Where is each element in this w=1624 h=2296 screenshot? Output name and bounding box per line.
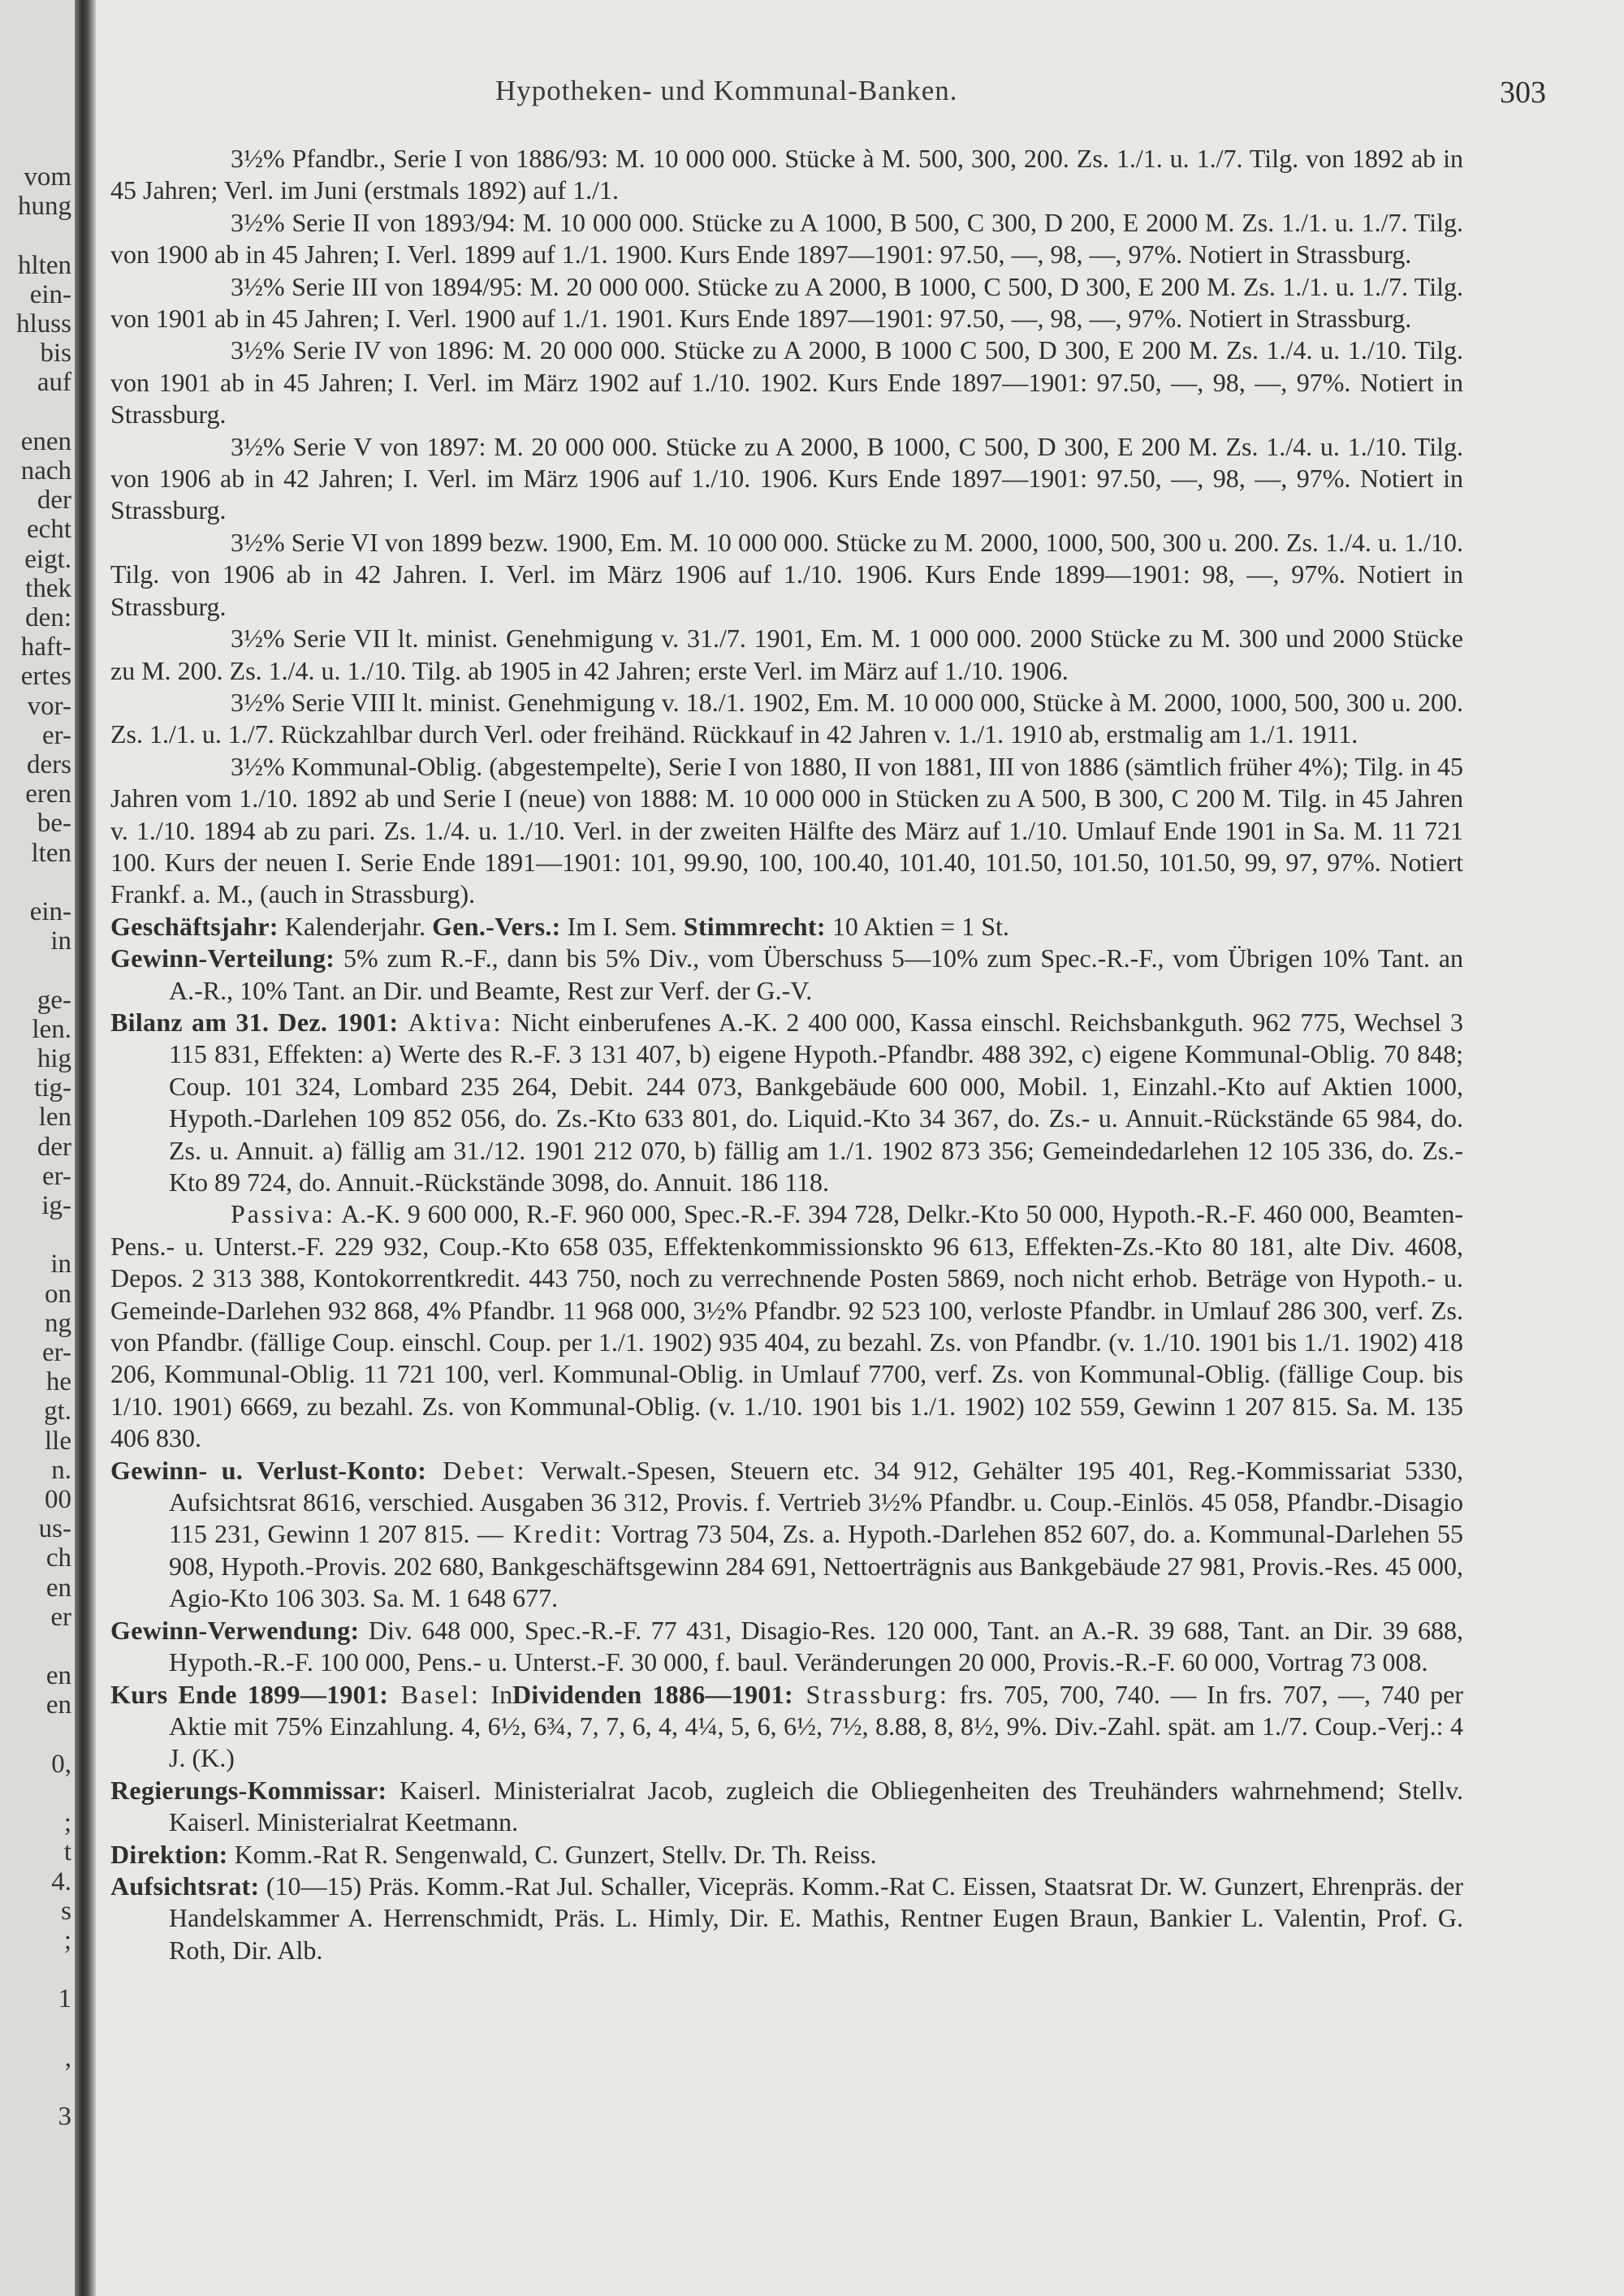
facing-page-fragment: t <box>63 1837 71 1867</box>
facing-page-fragment: len. <box>32 1014 71 1044</box>
section-label: Geschäftsjahr: <box>110 911 279 941</box>
facing-page-fragment: ertes <box>20 662 71 692</box>
facing-page-fragment: echt <box>27 515 71 545</box>
paragraph-text: Im I. Sem. <box>560 911 684 941</box>
facing-page-fragment: gt. <box>44 1396 71 1426</box>
paragraph-text: 4, 6½, 6¾, 7, 7, 6, 4, 4¼, 5, 6, 6½, 7½, 8.88, 8, 8½, 9%. Div.-Zahl. spät. am 1./7. Coup.-Verj.: 4 J. (K.) <box>169 1711 1464 1773</box>
facing-page-fragment: hlten <box>18 250 71 280</box>
running-head: Hypotheken- und Kommunal-Banken. <box>495 75 958 106</box>
facing-page-fragment: hig <box>37 1044 71 1073</box>
paragraph-text: Kaiserl. Ministerialrat Jacob, zugleich die Obliegenheiten des Treuhänders wahrnehmend; Stellv. Kaiserl. Ministerialrat Keetmann. <box>169 1775 1463 1837</box>
paragraph <box>110 1455 1463 1615</box>
facing-page-fragment: enen <box>20 426 71 456</box>
paragraph <box>110 623 1463 687</box>
paragraph <box>110 751 1463 911</box>
paragraph-text: 3½% Kommunal-Oblig. (abgestempelte), Serie I von 1880, II von 1881, III von 1886 (sämtlich früher 4%); Tilg. in 45 Jahren vom 1./10. 1892 ab und Serie I (neue) von 1888: M. 10 000 000 in Stücken zu A 500, B 300, C 200 M. Tilg. in 45 Jahren v. 1./10. 1894 ab zu pari. Zs. 1./4. u. 1./10. Verl. in der zweiten Hälfte des März auf 1./10. Umlauf Ende 1901 in Sa. M. 11 721 100. Kurs der neuen I. Serie Ende 1891—1901: 101, 99.90, 100, 100.40, 101.40, 101.50, 101.50, 101.50, 99, 97, 97%. Notiert Frankf. a. M., (auch in Strassburg). <box>110 751 1463 909</box>
section-label: Kurs Ende 1899—1901: <box>110 1679 389 1709</box>
facing-page-fragment: ch <box>45 1543 71 1573</box>
section-label: Stimmrecht: <box>683 911 826 941</box>
facing-page-fragment: in <box>50 1249 71 1280</box>
facing-page-fragment: der <box>37 1132 71 1162</box>
paragraph <box>110 1871 1463 1966</box>
paragraph-text: 3½% Serie V von 1897: M. 20 000 000. Stücke zu A 2000, B 1000, C 500, D 300, E 200 M. Zs. 1./4. u. 1./10. Tilg. von 1906 ab in 42 Jahren; I. Verl. im März 1906 auf 1./10. 1906. Kurs Ende 1897—1901: 97.50, —, 98, —, 97%. Notiert in Strassburg. <box>110 431 1463 525</box>
facing-page-fragment: us- <box>38 1514 71 1544</box>
page-header <box>96 75 1624 110</box>
facing-page-fragment: ein- <box>29 897 71 926</box>
facing-page-fragment: ig- <box>41 1191 71 1220</box>
paragraph <box>110 911 1463 943</box>
paragraph-text: 3½% Serie VII lt. minist. Genehmigung v. 31./7. 1901, Em. M. 1 000 000. 2000 Stücke zu M. 300 und 2000 Stücke zu M. 200. Zs. 1./4. u. 1./10. Tilg. ab 1905 in 42 Jahren; erste Verl. im März auf 1./10. 1906. <box>110 624 1463 685</box>
paragraph-text: Vortrag 73 504, Zs. a. Hypoth.-Darlehen 852 607, do. a. Kommunal-Darlehen 55 908, Hypoth.-Provis. 202 680, Bankgeschäftsgewinn 284 691, Nettoerträgnis aus Bankgebäude 27 981, Provis.-Res. 45 000, Agio-Kto 106 303. Sa. M. 1 648 677. <box>169 1519 1464 1613</box>
section-label: Gewinn-Verteilung: <box>110 943 335 973</box>
facing-page-fragment: 3 <box>58 2102 71 2132</box>
section-label: Regierungs-Kommissar: <box>110 1775 387 1805</box>
paragraph <box>110 1679 1463 1775</box>
paragraph-text: In <box>480 1679 512 1709</box>
spaced-label: Debet: <box>426 1455 527 1485</box>
facing-page-fragment: ge- <box>37 985 71 1015</box>
paragraph-text: 3½% Serie III von 1894/95: M. 20 000 000. Stücke zu A 2000, B 1000, C 500, D 300, E 200 M. Zs. 1./1. u. 1./7. Tilg. von 1901 ab in 45 Jahren; I. Verl. 1900 auf 1./1. 1901. Kurs Ende 1897—1901: 97.50, —, 98, —, 97%. Notiert in Strassburg. <box>110 271 1463 334</box>
spaced-label: Strassburg: <box>793 1679 949 1709</box>
paragraph <box>110 1007 1463 1198</box>
paragraph <box>110 431 1463 527</box>
paragraph-text: 3½% Serie IV von 1896: M. 20 000 000. Stücke zu A 2000, B 1000 C 500, D 300, E 200 M. Zs. 1./4. u. 1./10. Tilg. von 1901 ab in 45 Jahren; I. Verl. im März 1902 auf 1./10. 1902. Kurs Ende 1897—1901: 97.50, —, 98, —, 97%. Notiert in Strassburg. <box>110 335 1463 429</box>
facing-page-fragment: den: <box>25 603 71 632</box>
section-label: Dividenden 1886—1901: <box>512 1679 793 1709</box>
paragraph-text: Div. 648 000, Spec.-R.-F. 77 431, Disagio-Res. 120 000, Tant. an A.-R. 39 688, Tant. an Dir. 39 688, Hypoth.-R.-F. 100 000, Pens.- u. Unterst.-F. 30 000, f. baul. Veränderungen 20 000, Provis.-R.-F. 60 000, Vortrag 73 008. <box>169 1615 1463 1677</box>
paragraph <box>110 527 1463 623</box>
facing-page-fragment: en <box>45 1690 71 1720</box>
spaced-label: Passiva: <box>231 1199 335 1229</box>
facing-page-fragment: ein- <box>29 279 71 309</box>
facing-page-fragment: ; <box>63 1808 71 1838</box>
facing-page-fragment: lle <box>45 1426 71 1456</box>
facing-page-fragment: thek <box>25 573 71 603</box>
paragraph-text: A.-K. 9 600 000, R.-F. 960 000, Spec.-R.-F. 394 728, Delkr.-Kto 50 000, Hypoth.-R.-F. 460 000, Beamten-Pens.- u. Unterst.-F. 229 932, Coup.-Kto 658 035, Effektenkommissionskto 96 613, Effekten-Zs.-Kto 80 181, alte Div. 4608, Depos. 2 313 388, Kontokorrentkredit. 443 750, noch zu verrechnende Posten 5869, noch nicht erhob. Beträge von Hypoth.- u. Gemeinde-Darlehen 932 868, 4% Pfandbr. 11 968 000, 3½% Pfandbr. 92 523 100, verloste Pfandbr. in Umlauf 286 300, verf. Zs. von Pfandbr. (fällige Coup. einschl. Coup. per 1./1. 1902) 935 404, zu bezahl. Zs. von Pfandbr. (v. 1./10. 1901 bis 1./1. 1902) 418 206, Kommunal-Oblig. 11 721 100, verl. Kommunal-Oblig. in Umlauf 7700, verf. Zs. von Kommunal-Oblig. (fällige Coup. bis 1/10. 1901) 6669, zu bezahl. Zs. von Kommunal-Oblig. (v. 1./10. 1901 bis 1./1. 1902) 102 559, Gewinn 1 207 815. Sa. M. 135 406 830. <box>110 1199 1463 1453</box>
section-label: Bilanz am 31. Dez. 1901: <box>110 1007 399 1037</box>
facing-page-fragment: ng <box>45 1308 71 1338</box>
facing-page-fragment: en <box>45 1573 71 1603</box>
paragraph-text: frs. 705, 700, 740. — In <box>948 1679 1229 1709</box>
page <box>96 0 1624 2296</box>
facing-page-fragment: er- <box>42 1338 71 1367</box>
section-label: Aufsichtsrat: <box>110 1871 260 1901</box>
paragraph-text: 10 Aktien = 1 St. <box>825 911 1009 941</box>
facing-page-fragment: 4. <box>51 1867 71 1897</box>
facing-page-fragment: in <box>50 926 71 956</box>
paragraph-text: 3½% Serie VIII lt. minist. Genehmigung v. 18./1. 1902, Em. M. 10 000 000, Stücke à M. 2000, 1000, 500, 300 u. 200. Zs. 1./1. u. 1./7. Rückzahlbar durch Verl. oder freihänd. Rückkauf in 42 Jahren v. 1./1. 1910 ab, erstmalig am 1./1. 1911. <box>110 687 1463 749</box>
paragraph-text: (10—15) Präs. Komm.-Rat Jul. Schaller, Vicepräs. Komm.-Rat C. Eissen, Staatsrat Dr. W. Gunzert, Ehrenpräs. der Handelskammer A. Herrenschmidt, Präs. L. Himly, Dir. E. Mathis, Rentner Eugen Braun, Bankier L. Valentin, Prof. G. Roth, Dir. Alb. <box>169 1871 1463 1965</box>
facing-page-fragment: auf <box>37 368 71 398</box>
section-label: Gen.-Vers.: <box>432 911 561 941</box>
section-label: Direktion: <box>110 1839 228 1869</box>
facing-page-fragment: nach <box>20 456 71 486</box>
facing-page-fragment: er <box>50 1602 71 1632</box>
facing-page-fragment: 00 <box>45 1485 71 1514</box>
facing-page-fragment: bis <box>40 339 71 369</box>
paragraph <box>110 1839 1463 1871</box>
facing-page-fragment: ; <box>63 1926 71 1955</box>
facing-page-margin <box>0 0 75 2296</box>
facing-page-fragment: hung <box>18 192 71 222</box>
paragraph <box>110 334 1463 430</box>
facing-page-fragment: on <box>45 1279 71 1309</box>
facing-page-fragment: len <box>38 1103 71 1133</box>
paragraph <box>110 687 1463 751</box>
facing-page-fragment: , <box>64 2043 71 2073</box>
facing-page-fragment: lten <box>31 838 71 868</box>
book-gutter <box>75 0 96 2296</box>
facing-page-fragment: be- <box>37 809 71 839</box>
paragraph-text: 3½% Serie VI von 1899 bezw. 1900, Em. M. 10 000 000. Stücke zu M. 2000, 1000, 500, 300 u. 200. Zs. 1./4. u. 1./10. Tilg. von 1906 ab in 42 Jahren. I. Verl. im März 1906 auf 1./10. 1906. Kurs Ende 1899—1901: 98, —, 97%. Notiert in Strassburg. <box>110 527 1463 621</box>
facing-page-fragment: eren <box>25 779 71 809</box>
paragraph-text: Komm.-Rat R. Sengenwald, C. Gunzert, Stellv. Dr. Th. Reiss. <box>227 1839 877 1869</box>
facing-page-fragment: vor- <box>27 691 71 721</box>
facing-page-fragment: s <box>61 1896 71 1926</box>
facing-page-fragment: hluss <box>16 309 71 339</box>
paragraph <box>110 207 1463 271</box>
body-text <box>110 143 1463 1966</box>
facing-page-fragment: er- <box>42 720 71 750</box>
section-label: Gewinn- u. Verlust-Konto: <box>110 1455 427 1485</box>
facing-page-fragment: 1 <box>58 1984 71 2014</box>
paragraph <box>110 1615 1463 1679</box>
section-label: Gewinn-Verwendung: <box>110 1615 360 1645</box>
facing-page-fragment: er- <box>42 1161 71 1191</box>
paragraph <box>110 143 1463 207</box>
paragraph <box>110 1775 1463 1839</box>
paragraph-text: Kalenderjahr. <box>278 911 433 941</box>
facing-page-fragment: eigt. <box>24 544 71 574</box>
facing-page-fragment: he <box>45 1367 71 1397</box>
facing-page-fragment: haft- <box>20 632 71 662</box>
paragraph-text: Nicht einberufenes A.-K. 2 400 000, Kassa einschl. Reichsbankguth. 962 775, Wechsel 3 115 831, Effekten: a) Werte des R.-F. 3 131 407, b) eigene Hypoth.-Pfandbr. 488 392, c) eigene Kommunal-Oblig. 70 848; Coup. 101 324, Lombard 235 264, Debit. 244 073, Bankgebäude 600 000, Mobil. 1, Einzahl.-Kto auf Aktien 1000, Hypoth.-Darlehen 109 852 056, do. Zs.-Kto 633 801, do. Liquid.-Kto 34 367, do. Zs.- u. Annuit.-Rückstände 65 984, do. Zs. u. Annuit. a) fällig am 31./12. 1901 212 070, b) fällig am 1./1. 1902 873 356; Gemeindedarlehen 12 105 336, do. Zs.-Kto 89 724, do. Annuit.-Rückstände 3098, do. Annuit. 186 118. <box>169 1007 1464 1197</box>
facing-page-fragment: tig- <box>34 1073 71 1103</box>
facing-page-fragment: der <box>37 486 71 516</box>
facing-page-fragment: en <box>45 1661 71 1691</box>
facing-page-fragment: ders <box>27 750 71 779</box>
paragraph <box>110 943 1463 1007</box>
facing-page-fragment: vom <box>24 162 71 192</box>
paragraph <box>110 271 1463 335</box>
spaced-label: Aktiva: <box>398 1007 503 1037</box>
paragraph-text: 3½% Serie II von 1893/94: M. 10 000 000. Stücke zu A 1000, B 500, C 300, D 200, E 2000 M. Zs. 1./1. u. 1./7. Tilg. von 1900 ab in 45 Jahren; I. Verl. 1899 auf 1./1. 1900. Kurs Ende 1897—1901: 97.50, —, 98, —, 97%. Notiert in Strassburg. <box>110 207 1463 270</box>
spaced-label: Basel: <box>388 1679 481 1709</box>
spaced-label: Kredit: <box>503 1519 604 1549</box>
paragraph-text: Verwalt.-Spesen, Steuern etc. 34 912, Gehälter 195 401, Reg.-Kommissariat 5330, Aufsichtsrat 8616, verschied. Ausgaben 36 312, Provis. f. Vertrieb 3½% Pfandbr. u. Coup.-Einlös. 45 058, Pfandbr.-Disagio 115 231, Gewinn 1 207 815. — <box>169 1455 1464 1549</box>
facing-page-fragment: n. <box>51 1455 71 1485</box>
paragraph-text: 5% zum R.-F., dann bis 5% Div., vom Überschuss 5—10% zum Spec.-R.-F., vom Übrigen 10% Tant. an A.-R., 10% Tant. an Dir. und Beamte, Rest zur Verf. der G.-V. <box>169 943 1463 1005</box>
facing-page-fragment: 0, <box>51 1749 71 1779</box>
paragraph-text: frs. 707, —, 740 per Aktie mit 75% Einzahlung. <box>169 1679 1463 1741</box>
page-number: 303 <box>1500 76 1546 110</box>
paragraph-text: 3½% Pfandbr., Serie I von 1886/93: M. 10 000 000. Stücke à M. 500, 300, 200. Zs. 1./1. u. 1./7. Tilg. von 1892 ab in 45 Jahren; Verl. im Juni (erstmals 1892) auf 1./1. <box>110 144 1463 205</box>
paragraph <box>110 1198 1463 1454</box>
